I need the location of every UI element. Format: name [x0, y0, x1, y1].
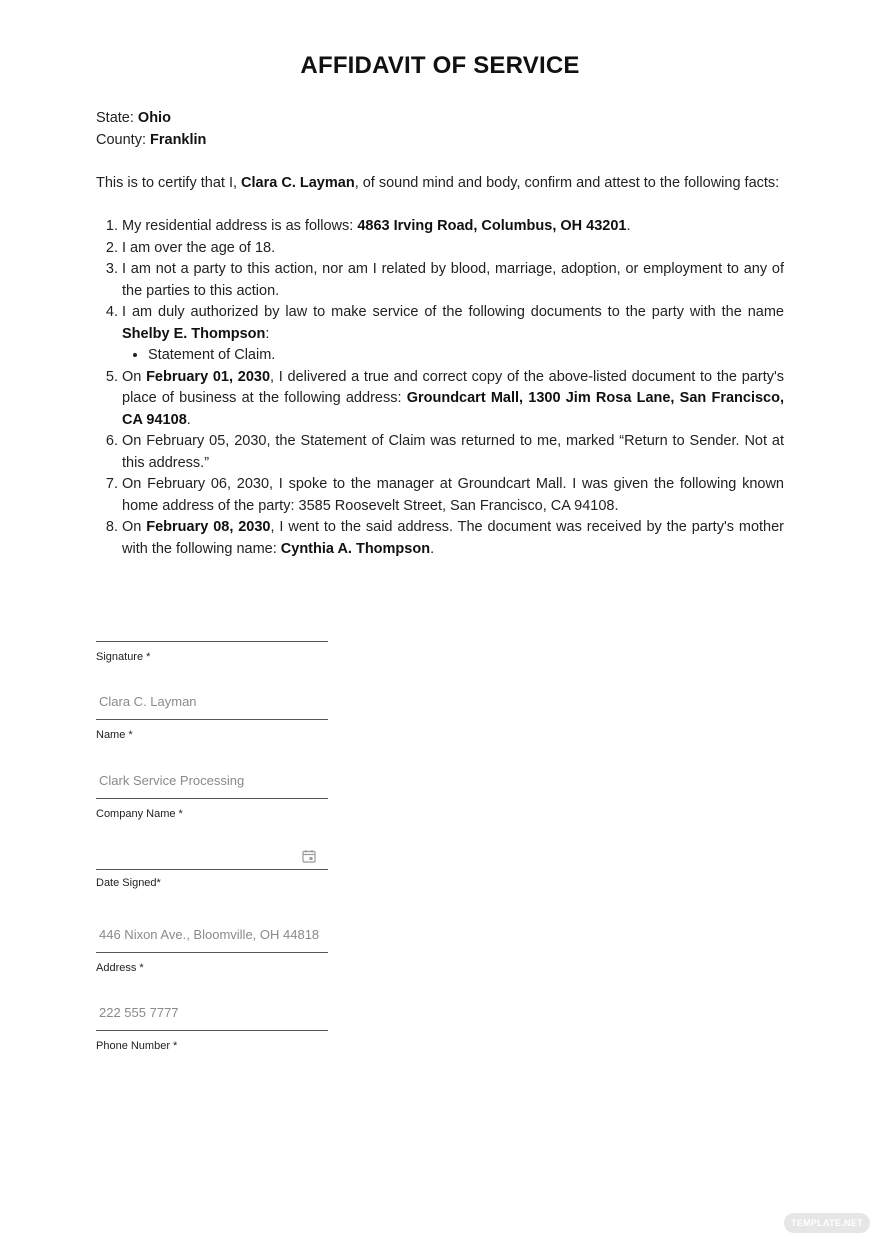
state-label: State:	[96, 110, 134, 126]
fact-item	[122, 517, 784, 560]
fact-text: .	[430, 540, 435, 557]
intro-before: This is to certify that I,	[96, 175, 242, 191]
jurisdiction-block	[96, 108, 206, 151]
fact-item	[122, 431, 784, 474]
fact-text: I am over the age of 18.	[122, 239, 276, 256]
signature-field[interactable]	[96, 641, 328, 663]
phone-input[interactable]: 222 555 7777	[99, 1005, 179, 1020]
intro-paragraph	[96, 173, 786, 195]
fact-item	[122, 216, 784, 238]
county-line	[96, 130, 206, 152]
name-underline	[96, 719, 328, 720]
receipt-date: February 08, 2030	[146, 519, 271, 535]
recipient-name: Cynthia A. Thompson	[280, 540, 431, 557]
fact-text: .	[626, 218, 631, 234]
company-input[interactable]: Clark Service Processing	[99, 773, 245, 788]
county-value: Franklin	[150, 131, 207, 148]
fact-text: , I went to the said address. The document was received by the party's mother with the following name:	[122, 519, 784, 557]
date-underline	[96, 869, 328, 870]
document-item: • Statement of Claim.	[148, 345, 784, 367]
name-label: Name *	[96, 729, 133, 741]
delivery-date: February 01, 2030	[146, 368, 271, 385]
document-title: AFFIDAVIT OF SERVICE	[300, 52, 580, 79]
address-label: Address *	[96, 962, 144, 974]
fact-item	[122, 367, 784, 432]
fact-item	[122, 259, 784, 302]
fact-text: I am duly authorized by law to make service of the following documents to the party with the name	[122, 304, 784, 320]
business-address: Groundcart Mall, 1300 Jim Rosa Lane, San Francisco, CA 94108	[122, 390, 784, 428]
fact-item	[122, 474, 784, 517]
fact-text: I am not a party to this action, nor am I related by blood, marriage, adoption, or employment to any of the parties to this action.	[122, 261, 784, 299]
affiant-name: Clara C. Layman	[241, 175, 355, 191]
address-input[interactable]: 446 Nixon Ave., Bloomville, OH 44818	[99, 927, 320, 942]
county-label: County:	[96, 131, 146, 148]
residential-address: 4863 Irving Road, Columbus, OH 43201	[357, 218, 627, 234]
fact-item	[122, 238, 784, 260]
name-input[interactable]: Clara C. Layman	[99, 694, 197, 709]
date-label: Date Signed*	[96, 877, 161, 889]
fact-text: On February 05, 2030, the Statement of Claim was returned to me, marked “Return to Sender. Not at this address.”	[122, 433, 784, 471]
address-underline	[96, 952, 328, 953]
date-field[interactable]	[96, 869, 328, 889]
address-field[interactable]	[96, 927, 328, 974]
fact-text: , I delivered a true and correct copy of the above-listed document to the party's place of business at the following address:	[122, 368, 784, 406]
company-field[interactable]	[96, 773, 328, 820]
signature-label: Signature *	[96, 651, 151, 663]
facts-list	[96, 216, 784, 560]
name-field[interactable]	[96, 694, 328, 741]
party-name: Shelby E. Thompson	[122, 325, 266, 342]
fact-text: .	[186, 411, 191, 428]
fact-text: On	[122, 368, 147, 385]
phone-underline	[96, 1030, 328, 1031]
fact-item	[122, 302, 784, 367]
fact-text: My residential address is as follows:	[122, 218, 358, 234]
state-value: Ohio	[137, 110, 171, 126]
company-underline	[96, 798, 328, 799]
documents-list	[122, 345, 784, 367]
state-line	[96, 108, 206, 130]
calendar-icon[interactable]	[302, 849, 316, 863]
phone-field[interactable]	[96, 1005, 328, 1052]
fact-text: :	[265, 325, 270, 342]
signature-line	[96, 641, 328, 642]
fact-text: On February 06, 2030, I spoke to the manager at Groundcart Mall. I was given the following known home address of the party: 3585 Roosevelt Street, San Francisco, CA 94108.	[122, 476, 784, 514]
fact-text: On	[122, 519, 147, 535]
phone-label: Phone Number *	[96, 1040, 178, 1052]
intro-after: , of sound mind and body, confirm and attest to the following facts:	[354, 175, 780, 191]
company-label: Company Name *	[96, 808, 183, 820]
template-watermark: TEMPLATE.NET	[784, 1213, 870, 1233]
